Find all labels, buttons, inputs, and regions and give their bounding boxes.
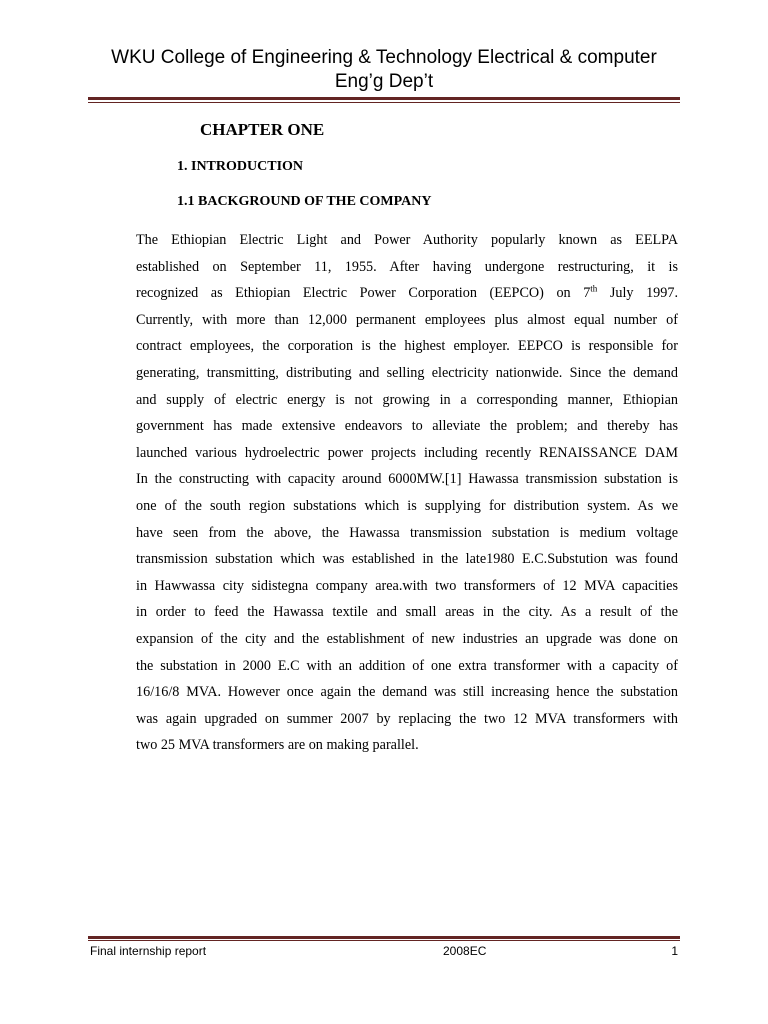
page-number: 1: [671, 944, 678, 958]
paragraph-line: in Hawwassa city sidistegna company area.with two transformers of 12 MVA capacities: [136, 577, 678, 594]
paragraph-line: government has made extensive endeavors to alleviate the problem; and thereby has: [136, 418, 678, 435]
header-line-1: WKU College of Engineering & Technology Electrical & computer: [111, 47, 657, 68]
footer-report-title: Final internship report: [90, 944, 207, 958]
paragraph-line: launched various hydroelectric power projects including recently RENAISSANCE DAM: [136, 444, 678, 461]
paragraph-line: two 25 MVA transformers are on making parallel.: [136, 737, 419, 754]
paragraph-line: [136, 280, 678, 307]
paragraph-line: in order to feed the Hawassa textile and small areas in the city. As a result of the: [136, 604, 678, 621]
header-rule-thin: [88, 102, 680, 103]
page-footer: [88, 944, 680, 960]
paragraph-line: and supply of electric energy is not growing in a corresponding manner, Ethiopian: [136, 391, 678, 408]
footer-year: 2008EC: [443, 944, 487, 958]
footer-rule-thin: [88, 940, 680, 941]
paragraph-text: July 1997.: [597, 285, 679, 302]
paragraph-line: In the constructing with capacity around 6000MW.[1] Hawassa transmission substation is: [136, 471, 678, 488]
footer-rule-thick: [88, 936, 680, 939]
page-header: [88, 46, 680, 94]
paragraph-line: contract employees, the corporation is the highest employer. EEPCO is responsible for: [136, 338, 678, 355]
paragraph-line: generating, transmitting, distributing and selling electricity nationwide. Since the demand: [136, 364, 678, 381]
body-paragraph: [136, 227, 678, 759]
header-rule-thick: [88, 97, 680, 100]
paragraph-line: the substation in 2000 E.C with an addition of one extra transformer with a capacity of: [136, 657, 678, 674]
paragraph-text: recognized as Ethiopian Electric Power Corporation (EEPCO) on 7: [136, 285, 591, 302]
chapter-title: CHAPTER ONE: [200, 120, 325, 139]
subsection-heading: 1.1 BACKGROUND OF THE COMPANY: [177, 194, 432, 209]
paragraph-line: 16/16/8 MVA. However once again the demand was still increasing hence the substation: [136, 684, 678, 701]
paragraph-line: established on September 11, 1955. After having undergone restructuring, it is: [136, 258, 678, 275]
section-heading: 1. INTRODUCTION: [177, 159, 304, 174]
paragraph-line: one of the south region substations which is supplying for distribution system. As we: [136, 497, 678, 514]
paragraph-line: The Ethiopian Electric Light and Power Authority popularly known as EELPA: [136, 232, 678, 248]
header-line-2: Eng’g Dep’t: [334, 71, 434, 92]
paragraph-line: Currently, with more than 12,000 permanent employees plus almost equal number of: [136, 311, 678, 328]
paragraph-line: expansion of the city and the establishment of new industries an upgrade was done on: [136, 630, 678, 647]
paragraph-line: was again upgraded on summer 2007 by replacing the two 12 MVA transformers with: [136, 710, 678, 727]
paragraph-line: have seen from the above, the Hawassa transmission substation is medium voltage: [136, 524, 678, 541]
superscript: th: [590, 283, 598, 294]
paragraph-line: transmission substation which was established in the late1980 E.C.Substution was found: [136, 551, 678, 568]
